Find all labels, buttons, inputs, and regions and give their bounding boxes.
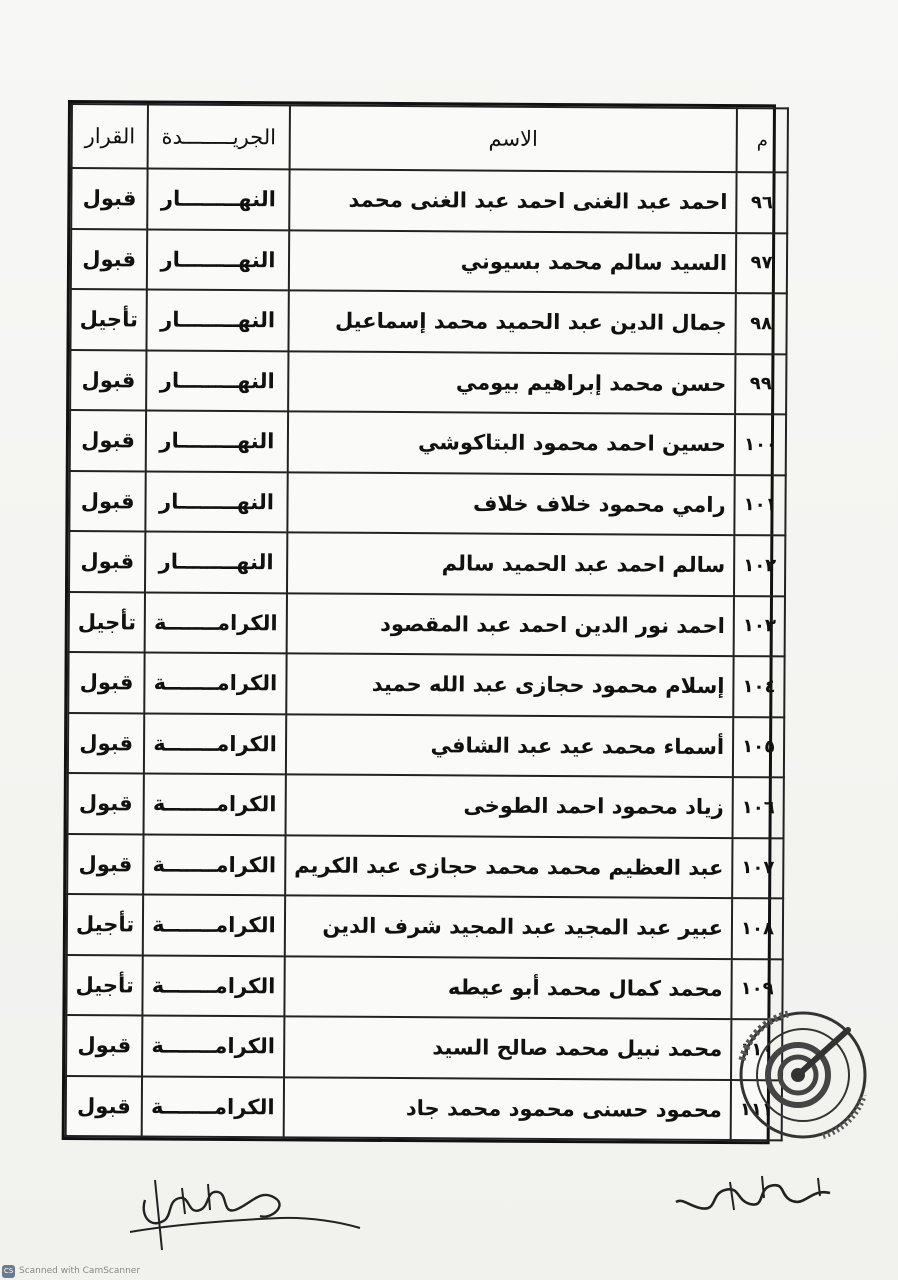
row-newspaper: النهــــــــار (145, 531, 287, 592)
scanner-watermark (0, 1262, 202, 1280)
row-number: ٩٧ (736, 233, 787, 294)
row-newspaper: الكرامـــــــة (143, 955, 285, 1016)
row-number: ١٠٤ (733, 656, 784, 717)
table-row (69, 471, 785, 536)
row-decision: قبول (68, 713, 145, 774)
row-number: ١١٠ (731, 1019, 782, 1080)
row-name: احمد نور الدين احمد عبد المقصود (286, 593, 734, 656)
row-name: حسن محمد إبراهيم بيومي (288, 351, 736, 414)
row-number: ١١١ (731, 1080, 782, 1141)
row-number: ١٠٣ (734, 596, 785, 657)
row-name: رامي محمود خلاف خلاف (287, 472, 735, 535)
row-number: ١٠٨ (732, 898, 783, 959)
row-name: زياد محمود احمد الطوخى (285, 774, 733, 837)
row-newspaper: الكرامـــــــة (144, 773, 286, 834)
row-newspaper: الكرامـــــــة (145, 592, 287, 653)
row-decision: قبول (66, 1076, 143, 1137)
row-newspaper: الكرامـــــــة (142, 1076, 284, 1137)
header-number: م (737, 108, 788, 172)
signature-right-icon (670, 1168, 840, 1228)
row-name: محمد كمال محمد أبو عيطه (284, 956, 732, 1019)
row-name: سالم احمد عبد الحميد سالم (287, 532, 735, 595)
row-decision: قبول (67, 834, 144, 895)
row-number: ٩٨ (736, 293, 787, 354)
row-newspaper: الكرامـــــــة (143, 834, 285, 895)
row-number: ١٠٩ (731, 959, 782, 1020)
row-name: محمود حسنى محمود محمد جاد (283, 1077, 731, 1140)
signature-left-icon (110, 1170, 370, 1260)
row-decision: قبول (70, 350, 147, 411)
row-newspaper: النهــــــــار (147, 229, 289, 290)
row-name: احمد عبد الغنى احمد عبد الغنى محمد (289, 169, 737, 232)
row-decision: قبول (66, 1015, 143, 1076)
row-decision: تأجيل (70, 289, 147, 350)
row-decision: تأجيل (69, 592, 146, 653)
row-decision: قبول (69, 531, 146, 592)
table-row (69, 531, 785, 596)
row-number: ١٠٢ (734, 535, 785, 596)
row-decision: قبول (68, 652, 145, 713)
row-number: ١٠٧ (732, 838, 783, 899)
header-newspaper: الجريــــــــدة (148, 104, 290, 169)
row-name: جمال الدين عبد الحميد محمد إسماعيل (288, 290, 736, 353)
row-name: إسلام محمود حجازى عبد الله حميد (286, 653, 734, 716)
row-newspaper: النهــــــــار (147, 289, 289, 350)
row-newspaper: النهــــــــار (146, 471, 288, 532)
row-number: ١٠٦ (733, 777, 784, 838)
row-decision: قبول (70, 410, 147, 471)
row-name: عبد العظيم محمد محمد حجازى عبد الكريم (285, 835, 733, 898)
row-newspaper: النهــــــــار (146, 350, 288, 411)
row-newspaper: الكرامـــــــة (143, 894, 285, 955)
row-name: عبير عبد المجيد عبد المجيد شرف الدين (285, 895, 733, 958)
table-row (68, 773, 784, 838)
table-row (69, 592, 785, 657)
row-decision: قبول (68, 773, 145, 834)
row-name: محمد نبيل محمد صالح السيد (284, 1016, 732, 1079)
table-row (66, 1015, 782, 1080)
row-name: أسماء محمد عيد عبد الشافي (286, 714, 734, 777)
row-decision: قبول (71, 229, 148, 290)
row-decision: قبول (69, 471, 146, 532)
table-row (71, 229, 787, 294)
table-row (66, 1076, 782, 1141)
table-row (68, 652, 784, 717)
row-newspaper: الكرامـــــــة (144, 713, 286, 774)
row-number: ٩٦ (736, 172, 787, 233)
row-newspaper: الكرامـــــــة (144, 652, 286, 713)
row-name: حسين احمد محمود البتاكوشي (288, 411, 736, 474)
table-row (71, 168, 787, 233)
table-header-row (72, 104, 788, 172)
row-decision: تأجيل (66, 955, 143, 1016)
row-decision: تأجيل (67, 894, 144, 955)
table-row (70, 410, 786, 475)
camscanner-logo: CS (2, 1265, 15, 1278)
row-newspaper: الكرامـــــــة (142, 1015, 284, 1076)
table-row (67, 894, 783, 959)
table-row (70, 289, 786, 354)
decisions-grid (65, 103, 789, 1141)
row-number: ١٠٥ (733, 717, 784, 778)
row-name: السيد سالم محمد بسيوني (289, 230, 737, 293)
row-newspaper: النهــــــــار (147, 168, 289, 229)
table-row (68, 713, 784, 778)
row-number: ١٠١ (734, 475, 785, 536)
row-newspaper: النهــــــــار (146, 410, 288, 471)
row-decision: قبول (71, 168, 148, 229)
header-decision: القرار (72, 104, 149, 168)
header-name: الاسم (289, 105, 737, 172)
row-number: ٩٩ (735, 354, 786, 415)
decisions-table (62, 100, 776, 1144)
table-row (66, 955, 782, 1020)
row-number: ١٠٠ (735, 414, 786, 475)
syndicate-stamp-icon (728, 1000, 878, 1150)
table-row (67, 834, 783, 899)
scanner-watermark-text: Scanned with CamScanner (19, 1266, 141, 1276)
table-row (70, 350, 786, 415)
